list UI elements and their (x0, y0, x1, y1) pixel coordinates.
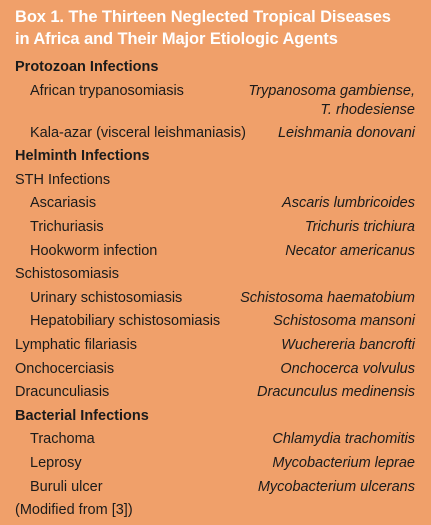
disease-name: Trachoma (30, 431, 95, 448)
disease-row (15, 310, 415, 334)
section-helminth: Helminth Infections (15, 148, 150, 165)
disease-row (15, 192, 415, 216)
disease-row (15, 452, 415, 476)
footnote: (Modified from [3]) (15, 502, 133, 519)
disease-name: Hepatobiliary schistosomiasis (30, 313, 221, 330)
disease-row (15, 122, 415, 146)
etiologic-agent: Schistosoma haematobium (240, 289, 415, 306)
box-title-line2: in Africa and Their Major Etiologic Agents (15, 30, 338, 48)
disease-row (15, 428, 415, 452)
disease-row (15, 287, 415, 311)
agent-line1: Trypanosoma gambiense, (248, 82, 415, 99)
disease-name: Dracunculiasis (15, 384, 110, 401)
etiologic-agent: Onchocerca volvulus (280, 360, 415, 377)
etiologic-agent: Chlamydia trachomitis (272, 431, 415, 448)
disease-row (15, 80, 415, 120)
disease-name: Onchocerciasis (15, 360, 115, 377)
disease-name: African trypanosomiasis (30, 82, 184, 99)
etiologic-agent: Mycobacterium ulcerans (257, 478, 415, 495)
disease-row (15, 240, 415, 264)
disease-name: Buruli ulcer (30, 478, 103, 495)
section-protozoan: Protozoan Infections (15, 59, 159, 75)
etiologic-agent (248, 80, 415, 120)
disease-name: Leprosy (30, 454, 82, 471)
section-bacterial: Bacterial Infections (15, 407, 149, 424)
disease-row (15, 334, 415, 358)
disease-name: Trichuriasis (30, 218, 104, 235)
agent-line2: T. rhodesiense (320, 101, 415, 118)
etiologic-agent: Mycobacterium leprae (272, 454, 415, 471)
etiologic-agent: Ascaris lumbricoides (282, 195, 415, 212)
box-title (15, 6, 415, 50)
etiologic-agent: Wuchereria bancrofti (281, 336, 415, 353)
etiologic-agent: Necator americanus (285, 242, 415, 259)
disease-name: Kala-azar (visceral leishmaniasis) (30, 124, 246, 141)
etiologic-agent: Dracunculus medinensis (257, 384, 415, 401)
etiologic-agent: Schistosoma mansoni (273, 313, 415, 330)
disease-name: Ascariasis (30, 195, 97, 212)
disease-row (15, 216, 415, 240)
disease-row (15, 358, 415, 382)
etiologic-agent: Leishmania donovani (277, 124, 415, 141)
disease-name: Hookworm infection (30, 242, 158, 259)
box-title-line1: Box 1. The Thirteen Neglected Tropical Diseases (15, 8, 391, 26)
disease-name: Urinary schistosomiasis (30, 289, 183, 306)
disease-row (15, 381, 415, 405)
subgroup-sth: STH Infections (15, 171, 111, 188)
subgroup-schistosomiasis: Schistosomiasis (15, 266, 119, 283)
disease-row (15, 476, 415, 500)
etiologic-agent: Trichuris trichiura (304, 218, 415, 235)
disease-name: Lymphatic filariasis (15, 336, 137, 353)
